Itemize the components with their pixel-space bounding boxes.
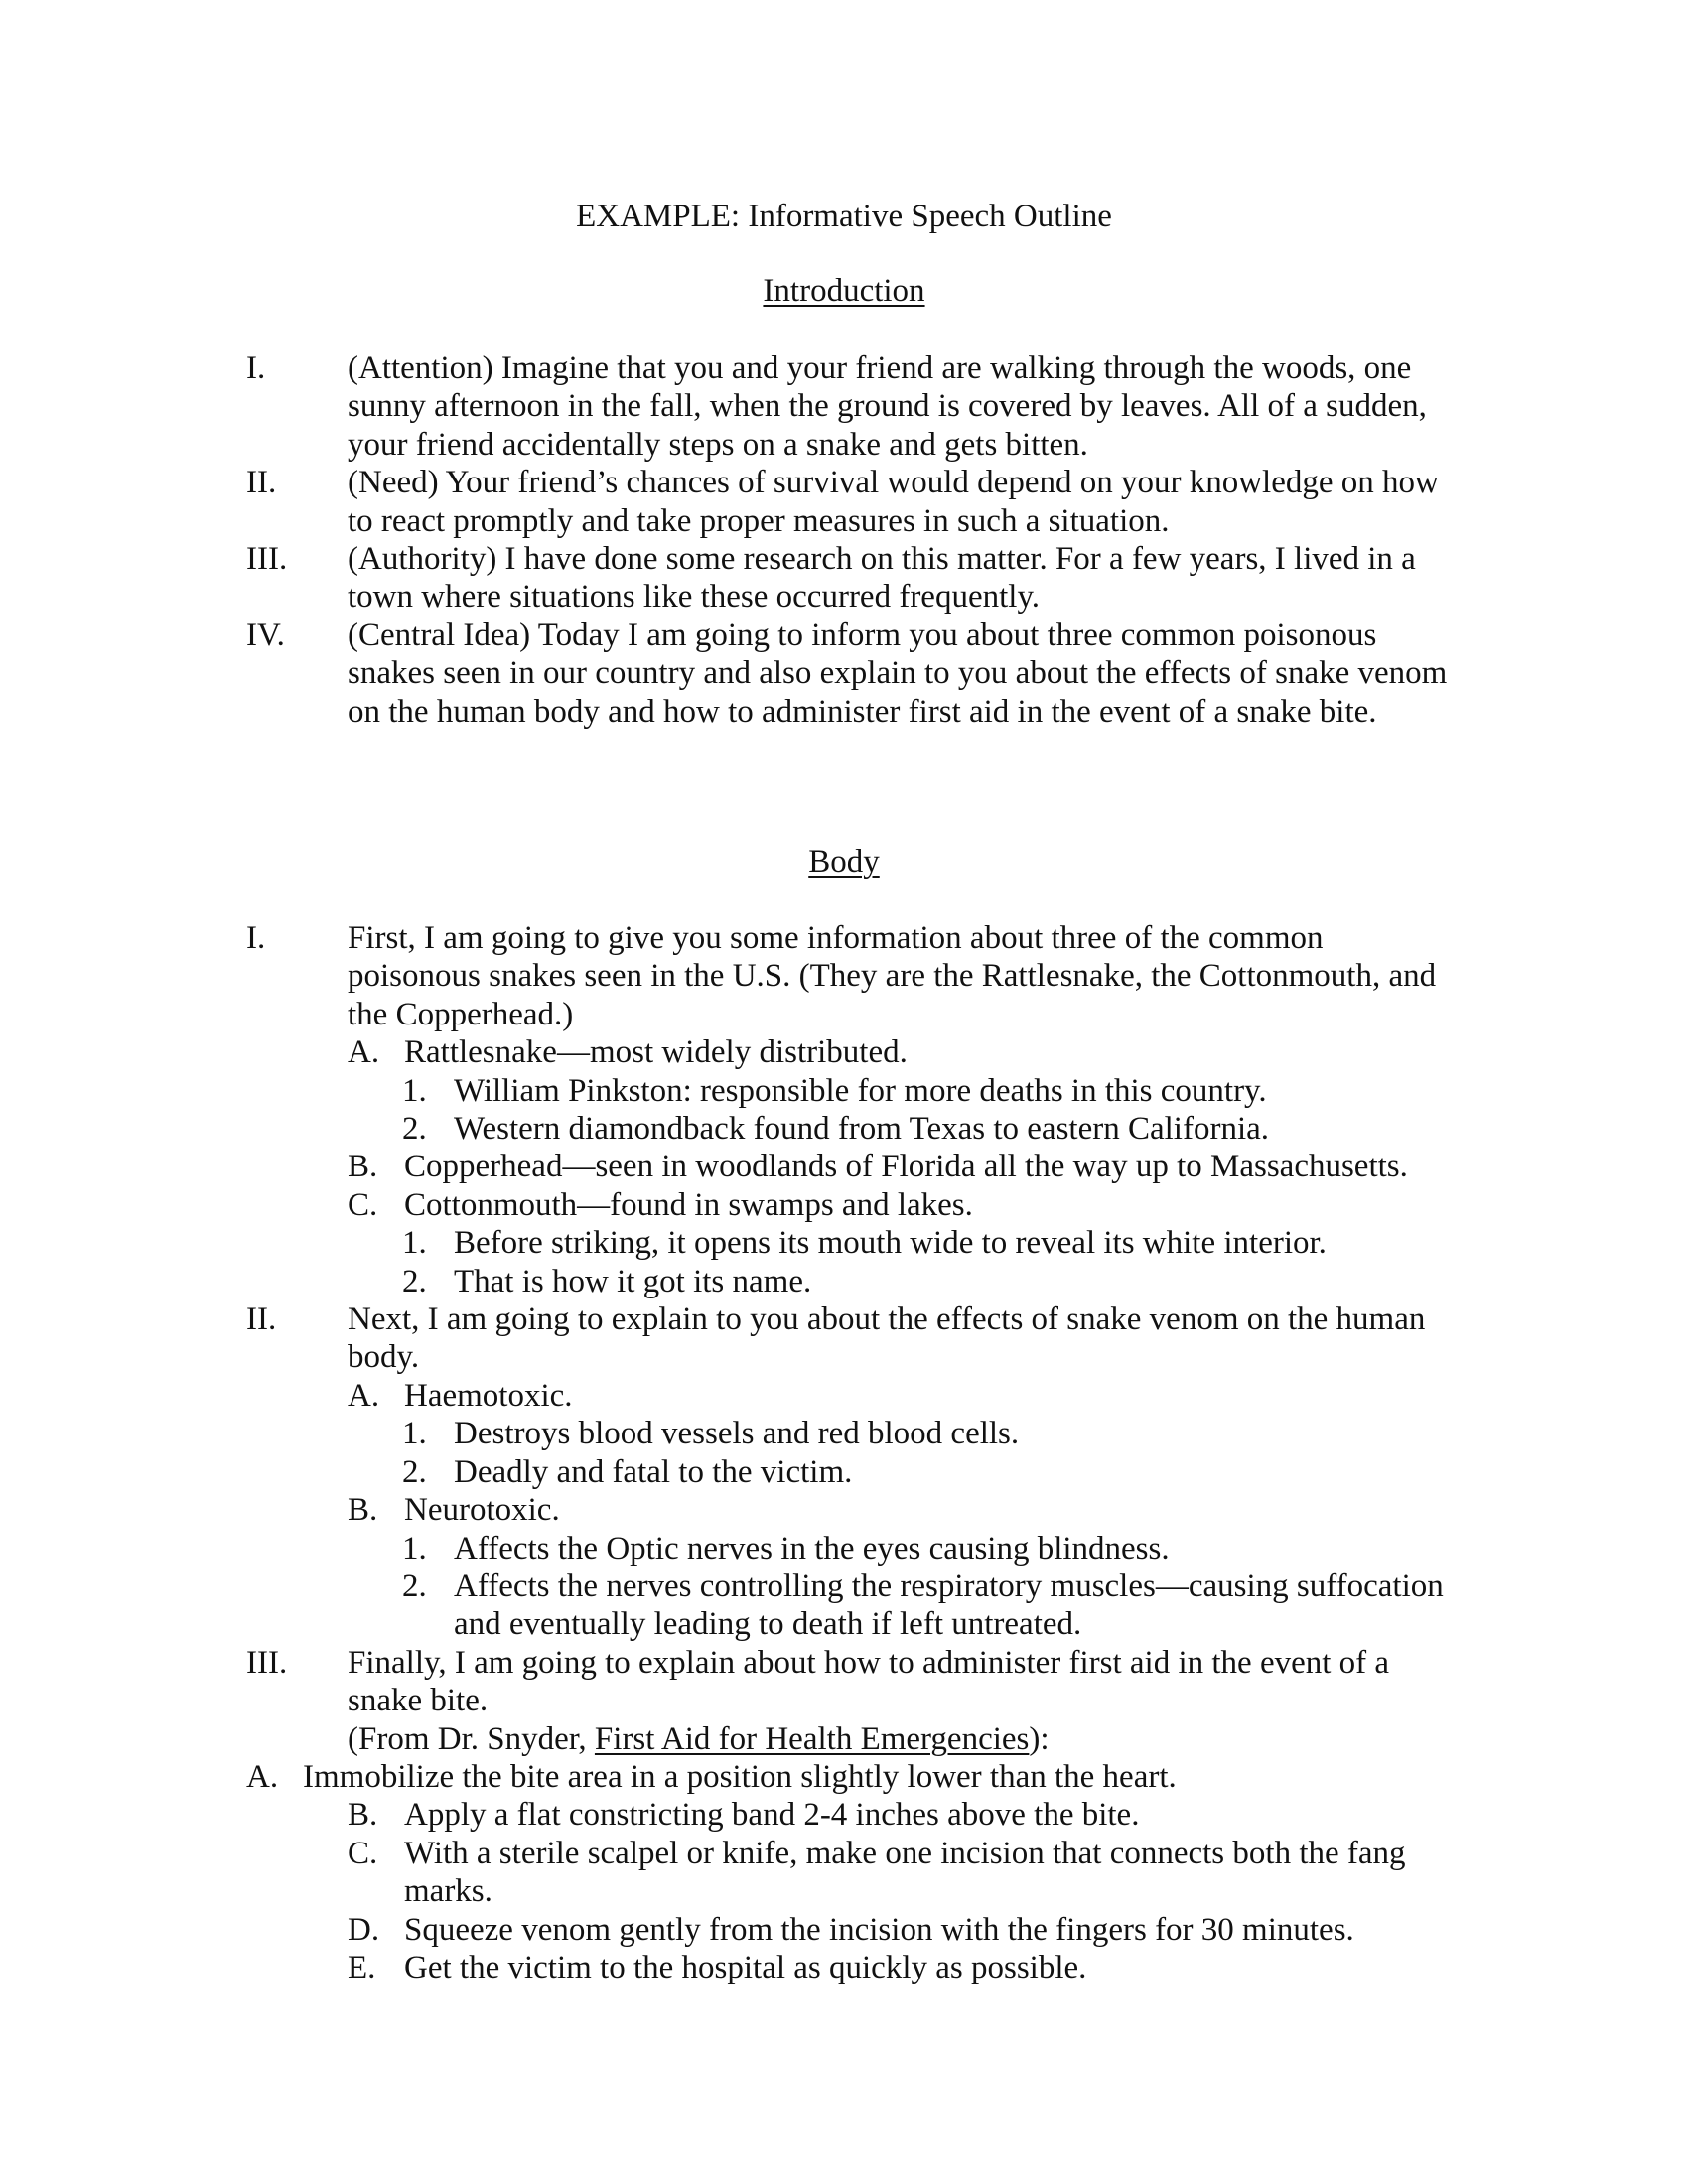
detail-text: William Pinkston: responsible for more deaths in this country. (454, 1072, 1267, 1109)
main-point-numeral: II. (246, 1301, 277, 1338)
subpoint-text: Get the victim to the hospital as quickly as possible. (404, 1949, 1087, 1985)
source-suffix: ): (1029, 1720, 1050, 1757)
detail-item (348, 1072, 1448, 1110)
detail-number: 1. (402, 1225, 427, 1262)
detail-number: 2. (402, 1453, 427, 1490)
subpoint-text: Immobilize the bite area in a position slightly lower than the heart. (303, 1758, 1177, 1795)
detail-item (348, 1530, 1448, 1568)
subpoint-letter: C. (348, 1186, 378, 1223)
subpoint (348, 1949, 1448, 1986)
detail-item (348, 1568, 1448, 1644)
subpoint-letter: C. (348, 1835, 378, 1871)
detail-item (348, 1415, 1448, 1452)
subpoint-letter: B. (348, 1797, 378, 1834)
intro-item-numeral: IV. (246, 616, 285, 653)
body-main-point (246, 1300, 1448, 1644)
source-prefix: (From Dr. Snyder, (348, 1720, 595, 1757)
subpoint (348, 1148, 1448, 1185)
intro-item-numeral: II. (246, 465, 277, 501)
intro-item-numeral: III. (246, 541, 288, 578)
detail-number: 2. (402, 1111, 427, 1148)
subpoint-letter: A. (246, 1758, 279, 1795)
subpoint-letter: E. (348, 1949, 376, 1985)
subpoint (348, 1911, 1448, 1949)
intro-item-attention (246, 349, 1448, 464)
intro-item-need (246, 464, 1448, 540)
body-main-point (246, 1644, 1448, 1987)
detail-text: Affects the nerves controlling the respiratory muscles—causing suffocation and eventually leading to death if left untreated. (454, 1568, 1444, 1643)
main-point-numeral: III. (246, 1644, 288, 1681)
subpoint (348, 1835, 1448, 1911)
subpoint-letter: A. (348, 1034, 380, 1071)
body-outline (246, 919, 1448, 1986)
main-point-text: Next, I am going to explain to you about the effects of snake venom on the human body. (348, 1301, 1426, 1376)
main-point-text: First, I am going to give you some information about three of the common poisonous snakes seen in the U.S. (They are the Rattlesnake, the Cottonmouth, and the Copperhead.) (348, 920, 1437, 1032)
subpoint-text: Rattlesnake—most widely distributed. (404, 1034, 908, 1071)
introduction-heading-text: Introduction (763, 273, 925, 309)
main-point-text: Finally, I am going to explain about how to administer first aid in the event of a snake bite. (348, 1644, 1390, 1719)
body-heading (0, 839, 1688, 885)
detail-text: That is how it got its name. (454, 1263, 812, 1299)
detail-number: 1. (402, 1416, 427, 1452)
subpoint-letter: B. (348, 1149, 378, 1185)
detail-number: 1. (402, 1530, 427, 1567)
subpoint-text: Haemotoxic. (404, 1377, 573, 1414)
subpoint (348, 1377, 1448, 1415)
detail-item (348, 1110, 1448, 1148)
subpoint-text: Apply a flat constricting band 2-4 inches above the bite. (404, 1797, 1140, 1834)
source-book-title: First Aid for Health Emergencies (594, 1720, 1030, 1757)
subpoint-text: With a sterile scalpel or knife, make one incision that connects both the fang marks. (404, 1835, 1406, 1910)
intro-item-text: (Central Idea) Today I am going to inform you about three common poisonous snakes seen in our country and also explain to you about the effects of snake venom on the human body and how to administer first aid in the event of a snake bite. (348, 616, 1448, 730)
introduction-outline (246, 349, 1448, 731)
intro-item-text: (Need) Your friend’s chances of survival would depend on your knowledge on how to react promptly and take proper measures in such a situation. (348, 465, 1439, 539)
detail-number: 2. (402, 1263, 427, 1299)
intro-item-numeral: I. (246, 350, 266, 386)
detail-number: 2. (402, 1568, 427, 1604)
subpoint-letter: B. (348, 1492, 378, 1529)
intro-item-authority (246, 540, 1448, 616)
detail-text: Deadly and fatal to the victim. (454, 1453, 853, 1490)
source-citation (348, 1720, 1448, 1758)
detail-text: Affects the Optic nerves in the eyes causing blindness. (454, 1530, 1170, 1567)
body-main-point (246, 919, 1448, 1300)
subpoint-letter: A. (348, 1377, 380, 1414)
subpoint (348, 1491, 1448, 1529)
subpoint-text: Cottonmouth—found in swamps and lakes. (404, 1186, 973, 1223)
intro-item-central-idea (246, 616, 1448, 731)
subpoint (348, 1796, 1448, 1834)
introduction-heading (0, 268, 1688, 314)
detail-text: Western diamondback found from Texas to eastern California. (454, 1111, 1270, 1148)
intro-item-text: (Authority) I have done some research on this matter. For a few years, I lived in a town where situations like these occurred frequently. (348, 541, 1416, 615)
main-point-numeral: I. (246, 920, 266, 956)
subpoint (348, 1186, 1448, 1224)
subpoint-text: Neurotoxic. (404, 1492, 560, 1529)
body-heading-text: Body (808, 844, 880, 880)
detail-item (348, 1453, 1448, 1491)
detail-text: Destroys blood vessels and red blood cells. (454, 1416, 1020, 1452)
detail-item (348, 1263, 1448, 1300)
subpoint (348, 1033, 1448, 1071)
subpoint-text: Squeeze venom gently from the incision with the fingers for 30 minutes. (404, 1911, 1354, 1948)
subpoint (246, 1758, 1448, 1796)
detail-item (348, 1224, 1448, 1262)
subpoint-text: Copperhead—seen in woodlands of Florida all the way up to Massachusetts. (404, 1149, 1408, 1185)
detail-text: Before striking, it opens its mouth wide to reveal its white interior. (454, 1225, 1327, 1262)
detail-number: 1. (402, 1072, 427, 1109)
document-title: EXAMPLE: Informative Speech Outline (576, 199, 1112, 234)
subpoint-letter: D. (348, 1911, 380, 1948)
intro-item-text: (Attention) Imagine that you and your friend are walking through the woods, one sunny afternoon in the fall, when the ground is covered by leaves. All of a sudden, your friend accidentally steps on a snake and gets bitten. (348, 350, 1427, 463)
